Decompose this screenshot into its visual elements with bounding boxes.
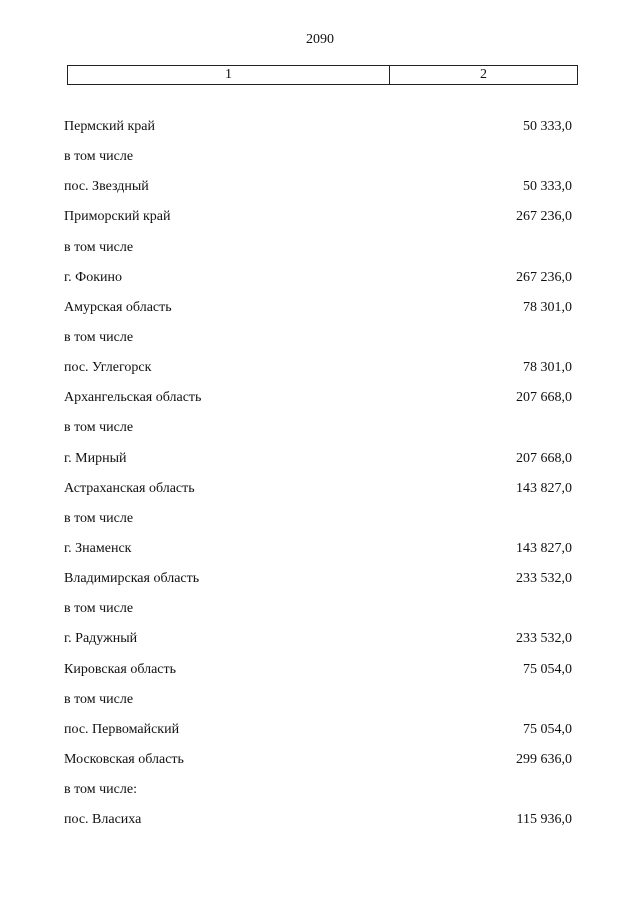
table-row: [64, 202, 572, 232]
table-row: [64, 444, 572, 474]
table-row: [64, 534, 572, 564]
row-value: 143 827,0: [516, 541, 572, 557]
table-row: [64, 745, 572, 775]
row-label: Владимирская область: [64, 571, 200, 587]
row-label: в том числе: [64, 420, 134, 436]
table-row: [64, 233, 572, 263]
row-label: пос. Углегорск: [64, 360, 152, 376]
row-label: в том числе: [64, 330, 134, 346]
row-value: 207 668,0: [516, 450, 572, 466]
table-row: [64, 775, 572, 805]
row-value: 78 301,0: [523, 360, 572, 376]
row-label: в том числе: [64, 691, 134, 707]
table-row: [64, 594, 572, 624]
table-row: [64, 112, 572, 142]
table-row: [64, 293, 572, 323]
row-label: Пермский край: [64, 119, 155, 135]
row-value: 75 054,0: [523, 661, 572, 677]
row-value: 207 668,0: [516, 390, 572, 406]
table-row: [64, 624, 572, 654]
table-row: [64, 353, 572, 383]
table-row: [64, 805, 572, 835]
column-header-1: 1: [68, 66, 390, 84]
table-row: [64, 383, 572, 413]
row-value: 233 532,0: [516, 631, 572, 647]
row-value: 143 827,0: [516, 480, 572, 496]
row-label: в том числе: [64, 149, 134, 165]
table-row: [64, 172, 572, 202]
table-row: [64, 323, 572, 353]
row-label: в том числе: [64, 510, 134, 526]
row-value: 299 636,0: [516, 752, 572, 768]
row-label: в том числе: [64, 601, 134, 617]
row-value: 267 236,0: [516, 209, 572, 225]
table-row: [64, 474, 572, 504]
row-label: в том числе: [64, 239, 134, 255]
row-label: г. Мирный: [64, 450, 127, 466]
row-label: г. Фокино: [64, 269, 123, 285]
table-row: [64, 564, 572, 594]
table-body: [64, 112, 572, 835]
row-label: г. Знаменск: [64, 541, 132, 557]
row-value: 233 532,0: [516, 571, 572, 587]
row-label: г. Радужный: [64, 631, 138, 647]
row-value: 50 333,0: [523, 119, 572, 135]
row-label: Архангельская область: [64, 390, 202, 406]
table-row: [64, 655, 572, 685]
table-row: [64, 504, 572, 534]
row-value: 50 333,0: [523, 179, 572, 195]
row-label: Кировская область: [64, 661, 177, 677]
row-label: Астраханская область: [64, 480, 195, 496]
table-row: [64, 715, 572, 745]
row-value: 115 936,0: [516, 812, 572, 828]
page-number: 2090: [306, 32, 334, 47]
table-row: [64, 142, 572, 172]
table-row: [64, 263, 572, 293]
column-header-2: 2: [480, 67, 487, 82]
row-label: Московская область: [64, 752, 184, 768]
row-value: 267 236,0: [516, 269, 572, 285]
row-label: пос. Звездный: [64, 179, 149, 195]
row-label: пос. Власиха: [64, 812, 142, 828]
row-label: Амурская область: [64, 299, 172, 315]
row-value: 75 054,0: [523, 721, 572, 737]
row-value: 78 301,0: [523, 299, 572, 315]
row-label: Приморский край: [64, 209, 171, 225]
table-row: [64, 685, 572, 715]
row-label: пос. Первомайский: [64, 721, 180, 737]
table-row: [64, 413, 572, 443]
row-label: в том числе:: [64, 782, 137, 798]
column-header-row: [67, 65, 578, 85]
